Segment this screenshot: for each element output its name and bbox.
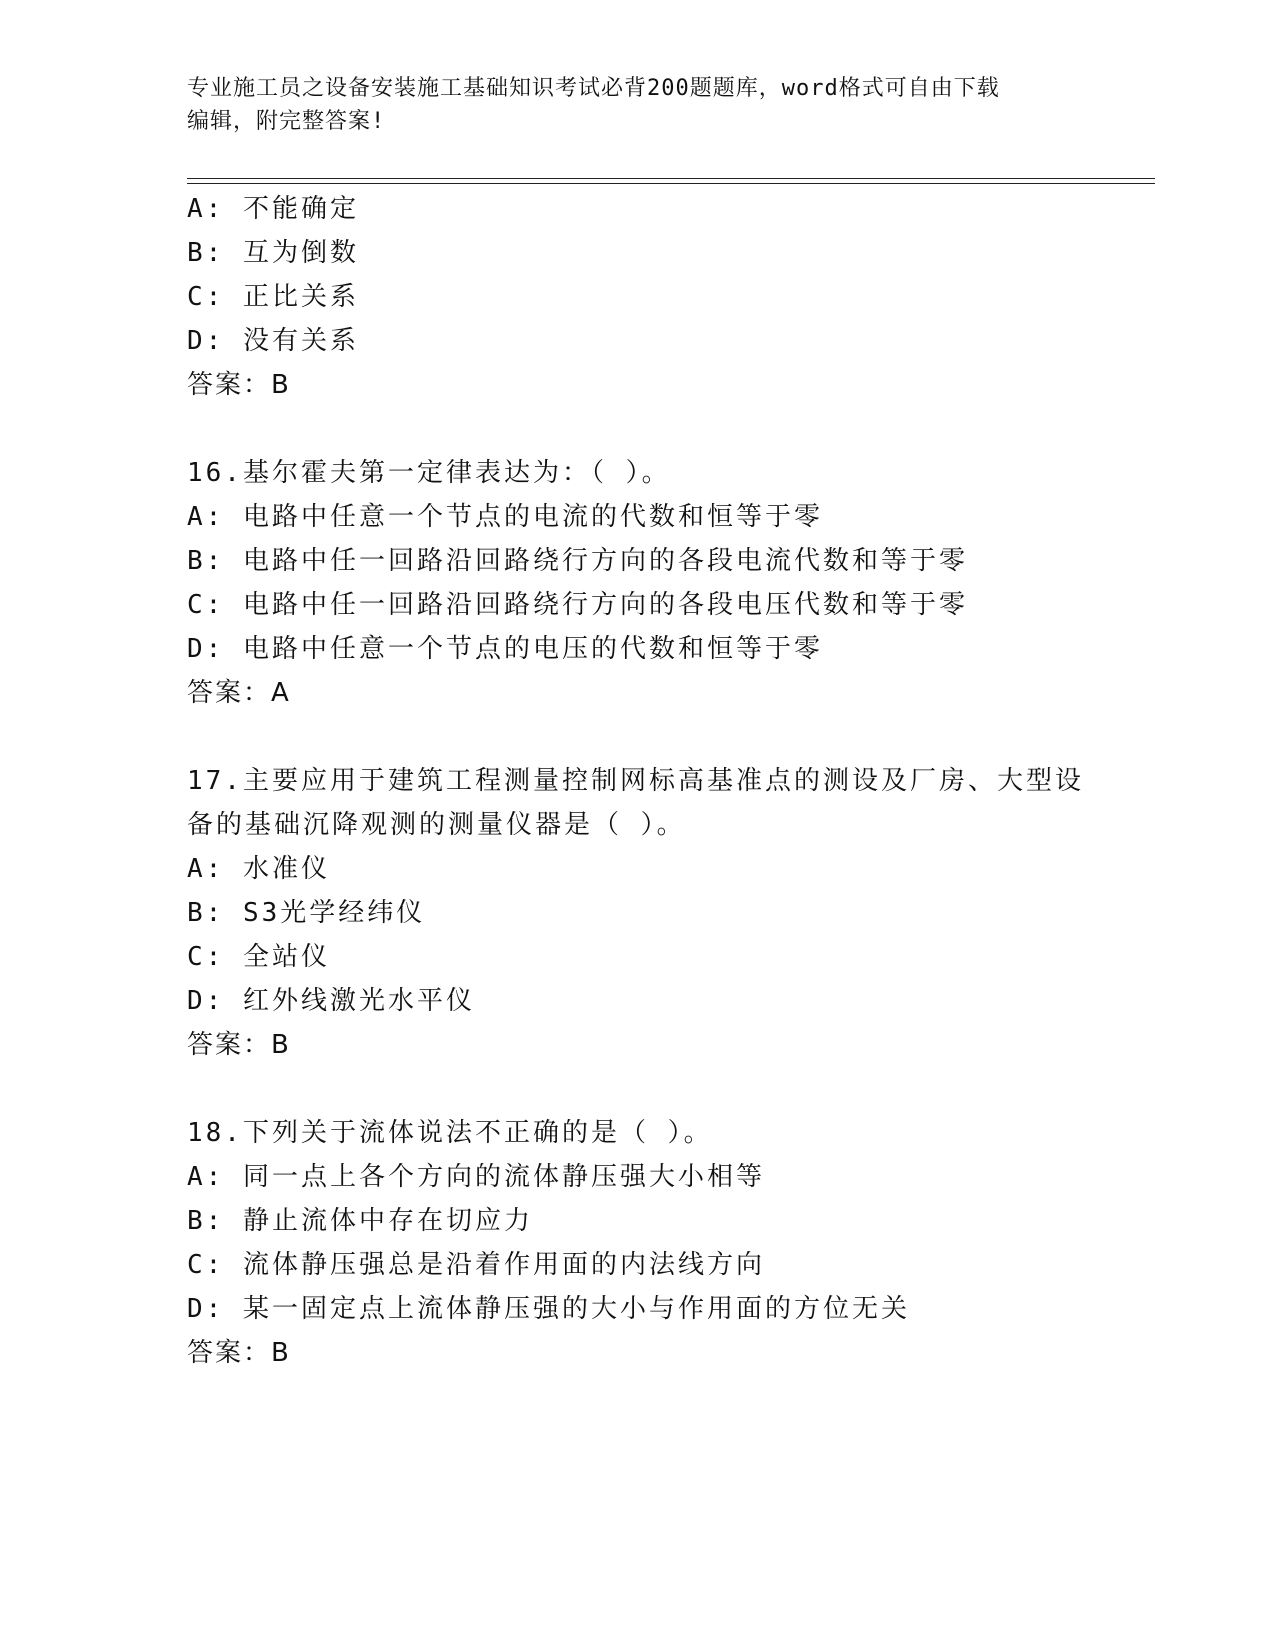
- q16-stem: 16.基尔霍夫第一定律表达为：（ ）。: [187, 458, 671, 488]
- q15-answer: 答案：B: [187, 370, 291, 400]
- q18-option-b: B: 静止流体中存在切应力: [187, 1206, 533, 1236]
- document-header: [187, 72, 1067, 138]
- q15-option-a: A: 不能确定: [187, 194, 359, 224]
- q16-option-c: C: 电路中任一回路沿回路绕行方向的各段电压代数和等于零: [187, 590, 968, 620]
- q17-stem-line-2: 备的基础沉降观测的测量仪器是（ ）。: [187, 810, 686, 840]
- q15-option-b: B: 互为倒数: [187, 238, 359, 268]
- q18-option-a: A: 同一点上各个方向的流体静压强大小相等: [187, 1162, 765, 1192]
- q16-option-b: B: 电路中任一回路沿回路绕行方向的各段电流代数和等于零: [187, 546, 968, 576]
- q18-option-d: D: 某一固定点上流体静压强的大小与作用面的方位无关: [187, 1294, 910, 1324]
- q15-option-c: C: 正比关系: [187, 282, 359, 312]
- q17-option-c: C: 全站仪: [187, 942, 330, 972]
- q16-option-a: A: 电路中任意一个节点的电流的代数和恒等于零: [187, 502, 823, 532]
- q17-option-a: A: 水准仪: [187, 854, 330, 884]
- q17-option-d: D: 红外线激光水平仪: [187, 986, 475, 1016]
- q17-stem-line-1: 17.主要应用于建筑工程测量控制网标高基准点的测设及厂房、大型设: [187, 766, 1084, 796]
- header-divider-bottom: [187, 183, 1155, 184]
- q17-option-b: B: S3光学经纬仪: [187, 898, 426, 928]
- q16-option-d: D: 电路中任意一个节点的电压的代数和恒等于零: [187, 634, 823, 664]
- q16-answer: 答案：A: [187, 678, 291, 708]
- q18-answer: 答案：B: [187, 1338, 291, 1368]
- header-line-2: 编辑，附完整答案!: [187, 109, 386, 134]
- q15-option-d: D: 没有关系: [187, 326, 359, 356]
- header-divider-top: [187, 178, 1155, 179]
- header-line-1: 专业施工员之设备安装施工基础知识考试必背200题题库，word格式可自由下载: [187, 76, 1000, 101]
- q18-option-c: C: 流体静压强总是沿着作用面的内法线方向: [187, 1250, 765, 1280]
- q18-stem: 18.下列关于流体说法不正确的是（ ）。: [187, 1118, 713, 1148]
- q17-answer: 答案：B: [187, 1030, 291, 1060]
